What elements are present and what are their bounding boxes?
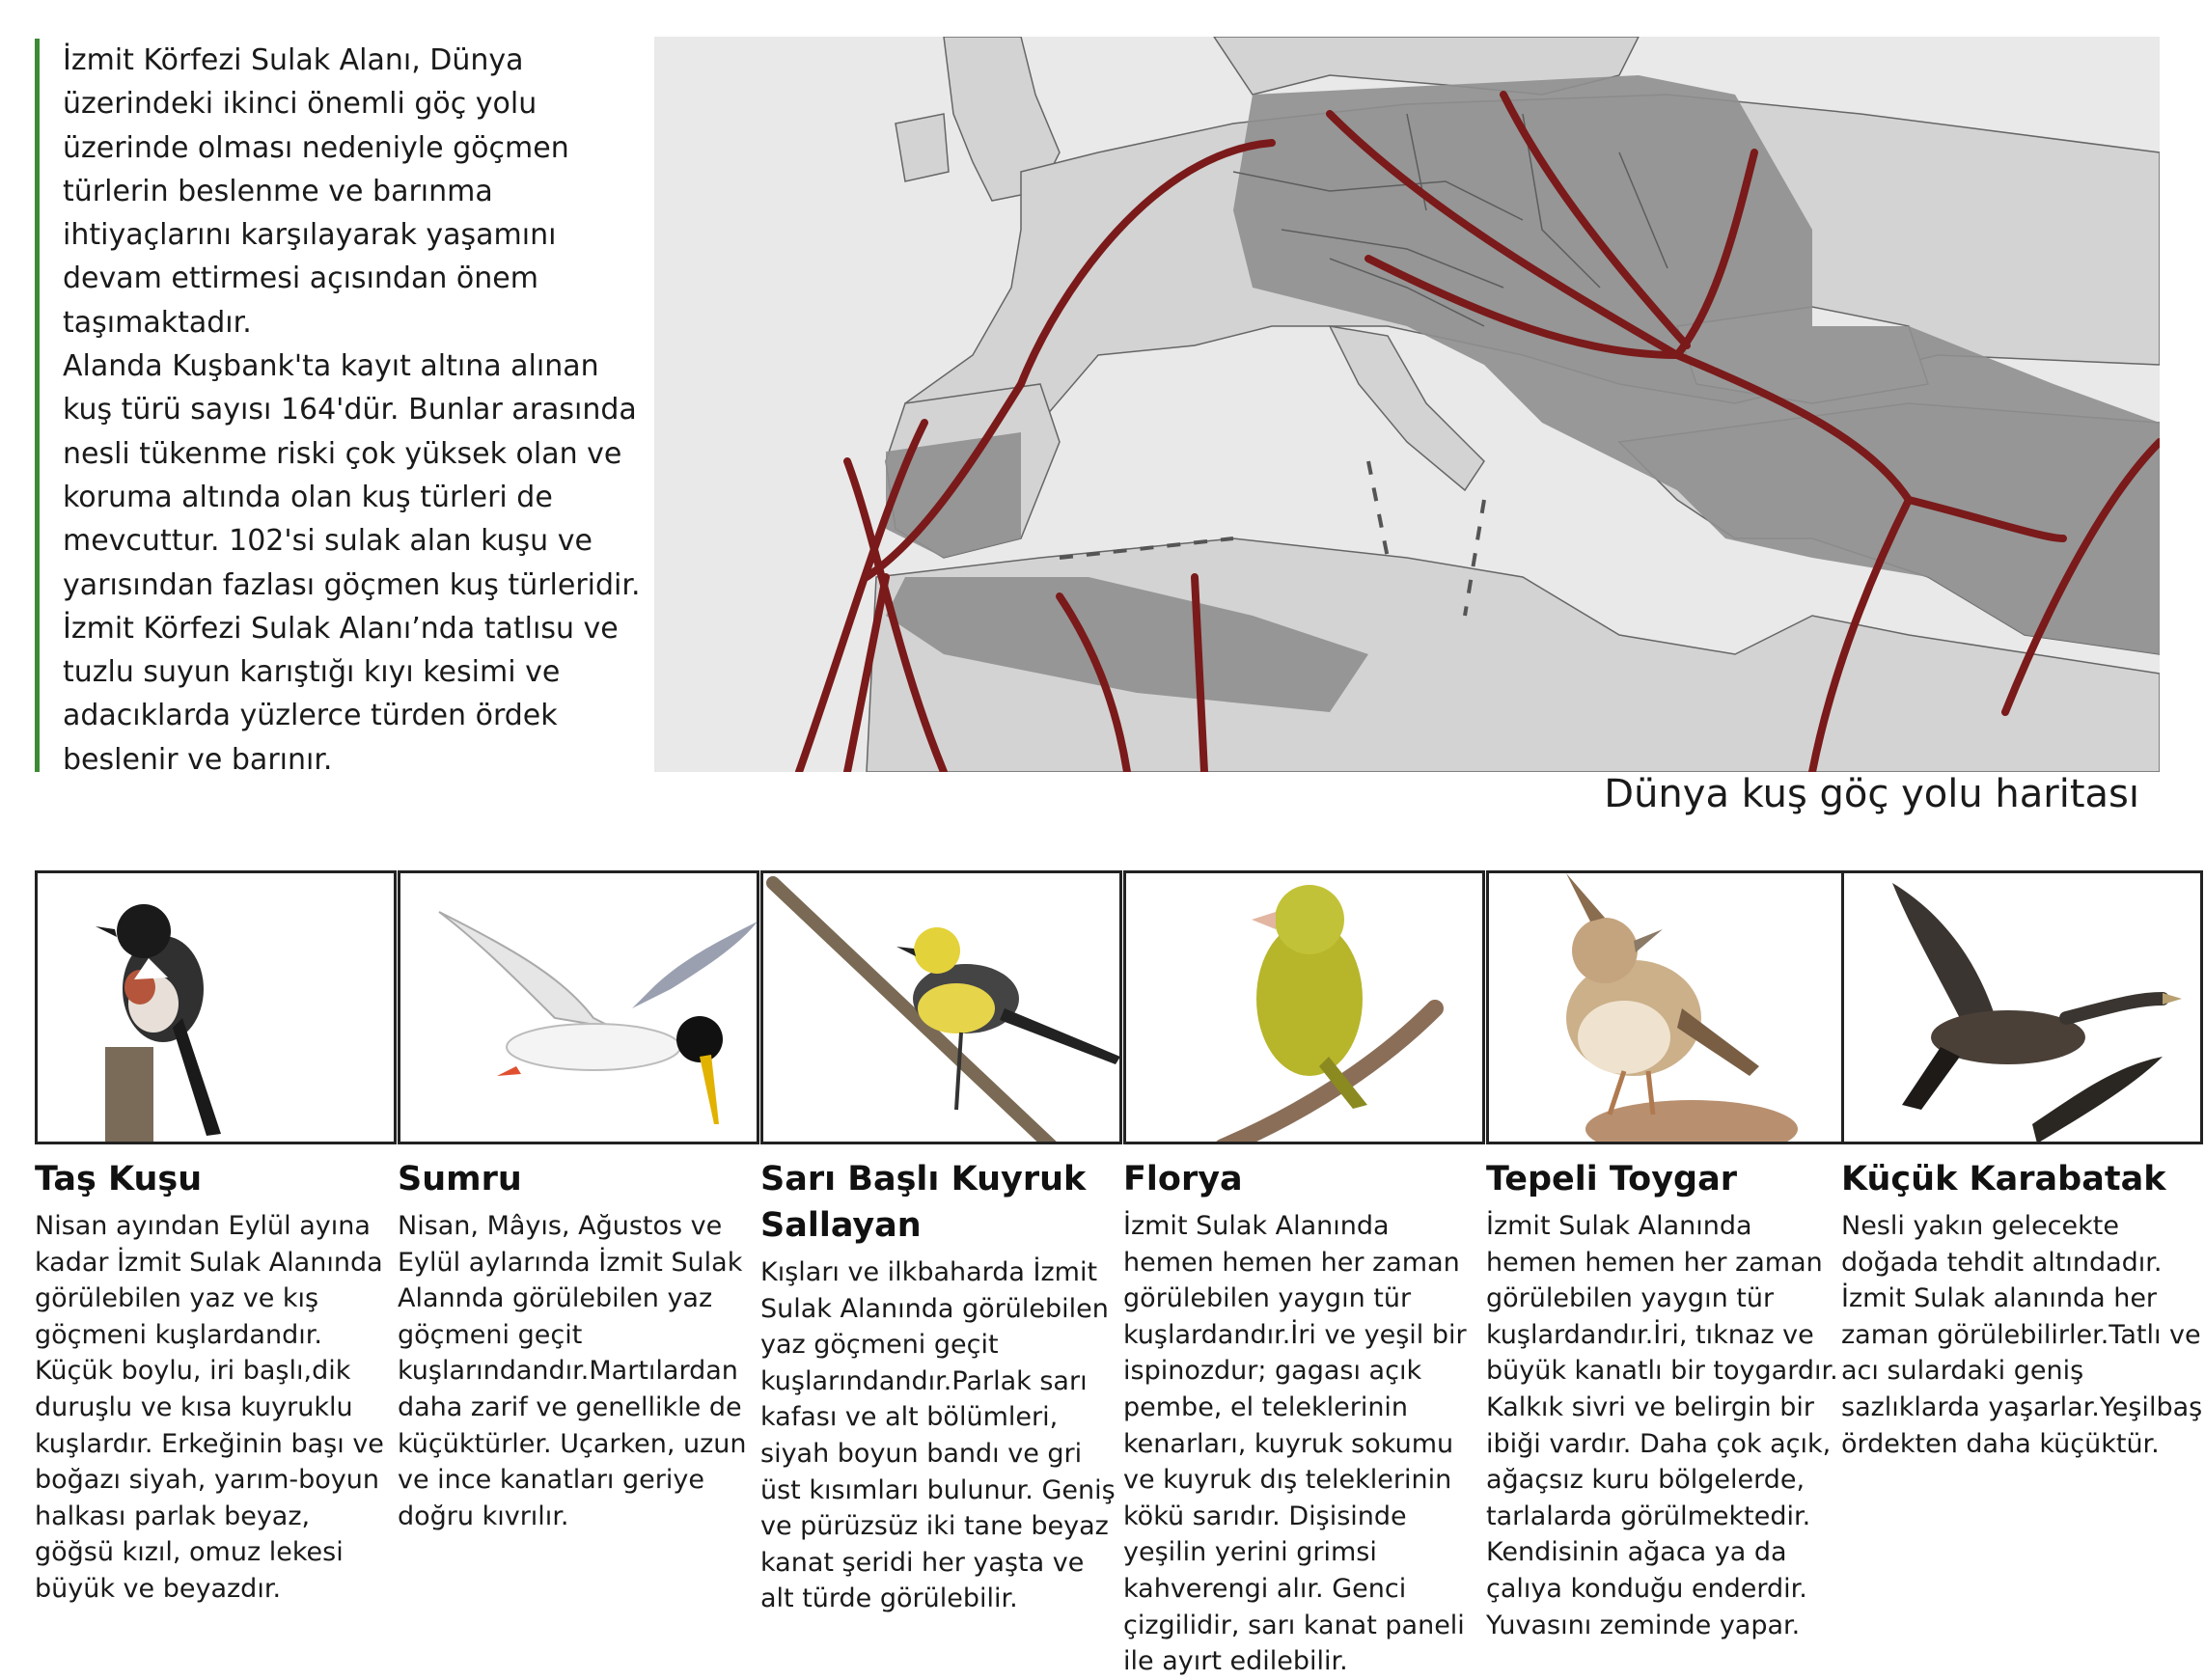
bird-name: Sarı Başlı Kuyruk Sallayan [760,1160,1087,1245]
citrine-wagtail-photo [760,870,1122,1144]
bird-card [1486,870,1848,1643]
bird-description: İzmit Sulak Alanında hemen hemen her zaman görülebilen yaygın tür kuşlardandır.İri, tıknaz ve büyük kanatlı bir toygardır. Kalkık sivri ve belirgin bir ibiği vardır. Daha çok açık, ağaçsız kuru bölgelerde, tarlalarda görülmektedir. Kendisinin ağaca ya da çalıya konduğu enderdir. Yuvasını zeminde yapar. [1486,1211,1838,1640]
bird-cards [35,870,2203,1677]
bird-card [1123,870,1485,1680]
bird-description: Nisan ayından Eylül ayına kadar İzmit Sulak Alanında görülebilen yaz ve kış göçmeni kuşlardandır. Küçük boylu, iri başlı,dik duruşlu ve kısa kuyruklu kuşlardır. Erkeğinin başı ve boğazı siyah, yarım-boyun halkası parlak beyaz, göğsü kızıl, omuz lekesi büyük ve beyazdır. [35,1211,384,1604]
intro-paragraph-2: Alanda Kuşbank'ta kayıt altına alınan kuş türü sayısı 164'dür. Bunlar arasında nesli tükenme riski çok yüksek olan ve koruma altında olan kuş türleri de mevcuttur. 102'si sulak alan kuşu ve yarısından fazlası göçmen kuş türleridir. İzmit Körfezi Sulak Alanı’nda tatlısu ve tuzlu suyun karıştığı kıyı kesimi ve adacıklarda yüzlerce türden ördek beslenir ve barınır. [63,349,641,777]
migration-map [654,37,2160,772]
stonechat-icon [38,873,397,1144]
stonechat-photo [35,870,397,1144]
bird-name: Küçük Karabatak [1841,1160,2166,1198]
pygmy-cormorant-icon [1844,873,2203,1144]
bird-description: İzmit Sulak Alanında hemen hemen her zaman görülebilen yaygın tür kuşlardandır.İri ve yeşil bir ispinozdur; gagası açık pembe, el teleklerinin kenarları, kuyruk sokumu ve kuyruk dış teleklerinin kökü sarıdır. Dişisinde yeşilin yerini grimsi kahverengi alır. Genci çizgilidir, sarı kanat paneli ile ayırt edilebilir. [1123,1211,1467,1677]
intro-text-block [35,39,652,777]
bird-name: Sumru [398,1160,522,1198]
bird-card [35,870,397,1608]
bird-name: Florya [1123,1160,1243,1198]
bird-card [760,870,1122,1617]
bird-description: Kışları ve ilkbaharda İzmit Sulak Alanında görülebilen yaz göçmeni geçit kuşlarındandır.Parlak sarı kafası ve alt bölümleri, siyah boyun bandı ve gri üst kısımları bulunur. Geniş ve pürüzsüz iki tane beyaz kanat şeridi her yaşta ve alt türde görülebilir. [760,1257,1116,1614]
crested-lark-icon [1489,873,1848,1144]
bird-card [1841,870,2203,1462]
bird-name: Tepeli Toygar [1486,1160,1737,1198]
map-caption: Dünya kuş göç yolu haritası [1604,772,2139,816]
citrine-wagtail-icon [763,873,1122,1144]
pygmy-cormorant-photo [1841,870,2203,1144]
tern-photo [398,870,759,1144]
greenfinch-icon [1126,873,1485,1144]
bird-description: Nisan, Mâyıs, Ağustos ve Eylül aylarında İzmit Sulak Alannda görülebilen yaz göçmeni geçit kuşlarındandır.Martılardan daha zarif ve genellikle de küçüktürler. Uçarken, uzun ve ince kanatları geriye doğru kıvrılır. [398,1211,747,1531]
map-land-ireland [896,114,949,181]
bird-card [398,870,759,1534]
intro-paragraph-1: İzmit Körfezi Sulak Alanı, Dünya üzerindeki ikinci önemli göç yolu üzerinde olması nedeniyle göçmen türlerin beslenme ve barınma ihtiyaçlarını karşılayarak yaşamını devam ettirmesi açısından önem taşımaktadır. [63,43,569,340]
bird-name: Taş Kuşu [35,1160,203,1198]
greenfinch-photo [1123,870,1485,1144]
bird-description: Nesli yakın gelecekte doğada tehdit altındadır. İzmit Sulak alanında her zaman görülebilirler.Tatlı ve acı sulardaki geniş sazlıklarda yaşarlar.Yeşilbaş ördekten daha küçüktür. [1841,1211,2203,1459]
tern-icon [400,873,759,1144]
migration-map-graphic [654,37,2160,772]
crested-lark-photo [1486,870,1848,1144]
